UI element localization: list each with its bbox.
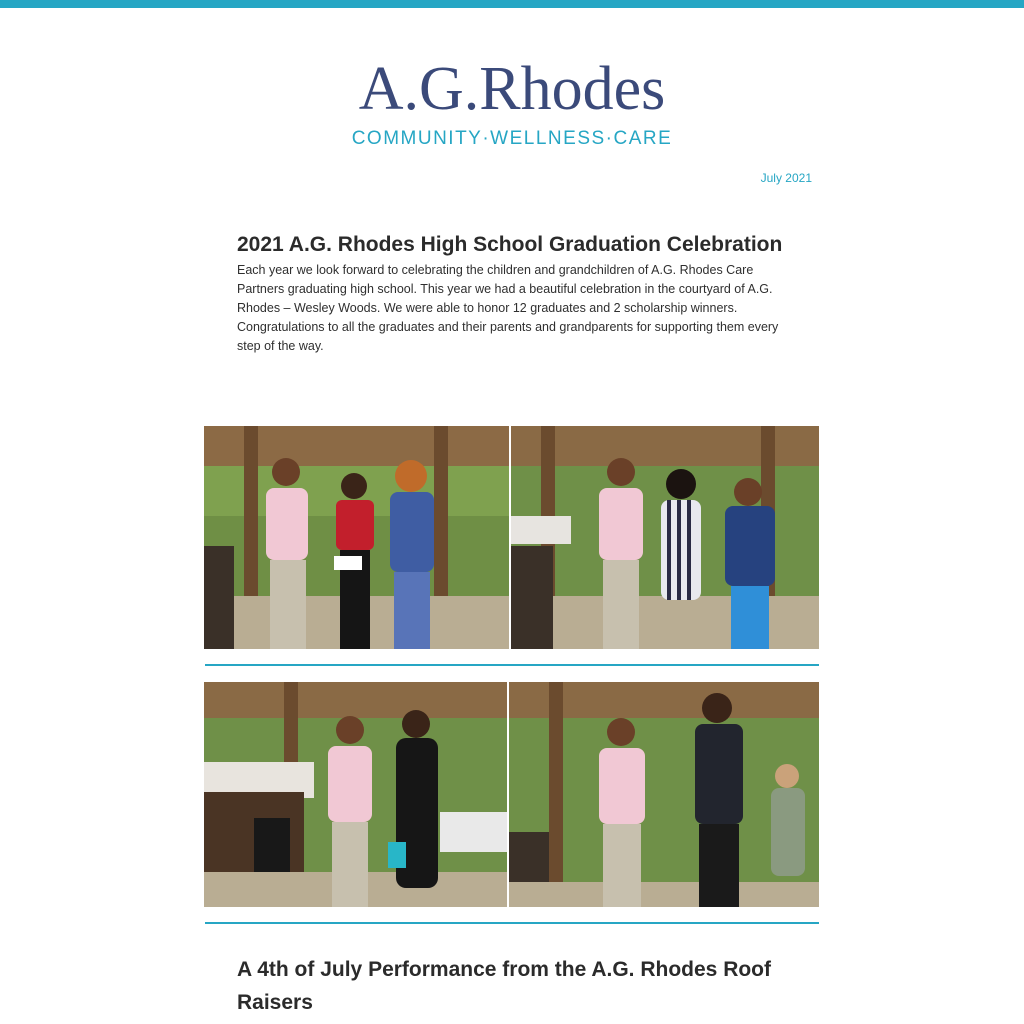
logo-wordmark: A.G.Rhodes <box>358 55 666 123</box>
article-headline: A 4th of July Performance from the A.G. Rhodes Roof Raisers <box>237 958 772 1014</box>
section-divider <box>205 922 819 924</box>
section-divider <box>205 664 819 666</box>
logo-tagline: COMMUNITY·WELLNESS·CARE <box>351 128 673 149</box>
newsletter-date: July 2021 <box>760 171 812 185</box>
graduate-photo-1[interactable] <box>204 426 509 649</box>
article-body: Each year we look forward to celebrating the children and grandchildren of A.G. Rhodes Care Partners graduating high school. This year we had a beautiful celebration in the courtyard of A.G. Rhodes – Wesley Woods. We were able to honor 12 graduates and 2 scholarship winners. Congratulations to all the graduates and their parents and grandparents for supporting them every step of the way. <box>237 263 779 353</box>
graduate-photo-3[interactable] <box>204 682 507 907</box>
article-headline: 2021 A.G. Rhodes High School Graduation Celebration <box>237 233 783 256</box>
graduate-photo-2[interactable] <box>511 426 819 649</box>
top-accent-bar <box>0 0 1024 8</box>
article-graduation <box>237 228 797 356</box>
article-roof-raisers <box>237 953 797 1019</box>
ag-rhodes-logo[interactable] <box>330 52 694 152</box>
graduate-photo-4[interactable] <box>509 682 819 907</box>
